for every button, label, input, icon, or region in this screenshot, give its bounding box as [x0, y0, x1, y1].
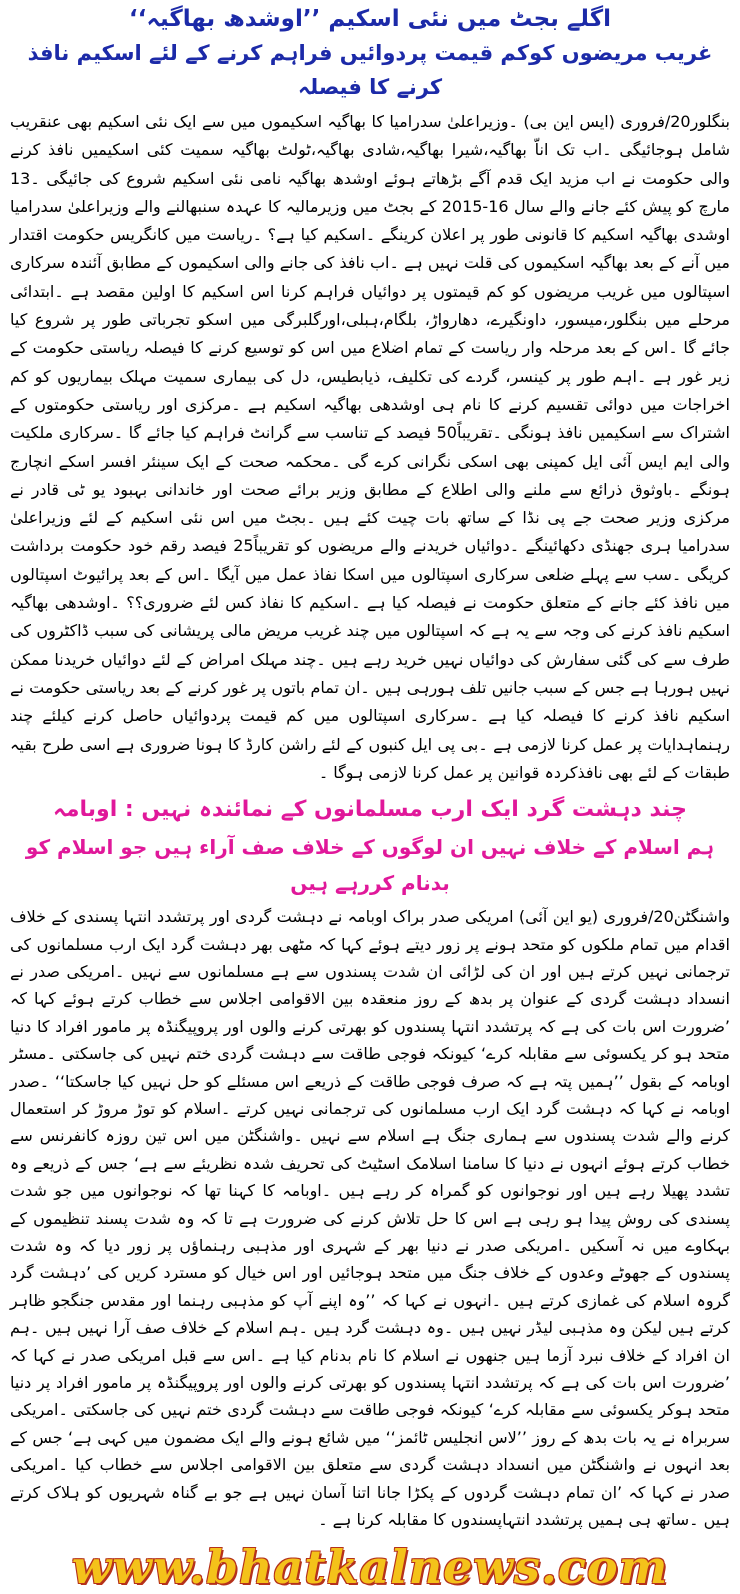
- article2-headline: چند دہشت گرد ایک ارب مسلمانوں کے نمائندہ نہیں : اوبامہ: [52, 797, 687, 823]
- article1-headline: اگلے بجٹ میں نئی اسکیم ’’اوشدھ بھاگیہ‘‘: [129, 6, 611, 32]
- site-watermark: www.bhatkalnews.com: [71, 1540, 669, 1594]
- article1-body: بنگلور20/فروری (ایس این بی) ۔وزیراعلیٰ سدرامیا کا بھاگیہ اسکیموں میں سے ایک نئی اسکیم بھی عنقریب شامل ہوجائیگی ۔اب تک اناّ بھاگیہ،شیرا بھاگیہ،شادی بھاگیہ،ٹولٹ بھاگیہ سمیت کئی اسکیمیں نافذ کرنے والی حکومت نے اب مزید ایک قدم آگے بڑھاتے ہوئے اوشدھ بھاگیہ نامی نئی اسکیم شروع کی جائیگی ۔13 مارچ کو پیش کئے جانے والے سال 16-2015 کے بجٹ میں وزیرمالیہ کا عہدہ سنبھالنے والے وزیراعلیٰ سدرامیا اوشدی بھاگیہ اسکیم کا قانونی طور پر اعلان کرینگے ۔اسکیم کیا ہے؟ ۔ریاست میں کانگریس حکومت اقتدار میں آنے کے بعد بھاگیہ اسکیموں کی قلت نہیں ہے ۔اب نافذ کی جانے والی اسکیموں کے مطابق آئندہ سرکاری اسپتالوں میں غریب مریضوں کو کم قیمتوں پر دوائیاں فراہم کرنا اس اسکیم کا اولین مقصد ہے ۔ابتدائی مرحلے میں بنگلور،میسور، داونگیرے، دھارواڑ، بلگام،ہبلی،اورگلبرگی میں اسکو تجرباتی طور پر شروع کیا جائے گا ۔اس کے بعد مرحلہ وار ریاست کے تمام اضلاع میں اس کو توسیع کرنے کا فیصلہ ریاستی حکومت کے زیر غور ہے ۔اہم طور پر کینسر، گردے کی تکلیف، ذیابطیس، دل کی بیماری سمیت مہلک بیماریوں کو کم اخراجات میں دوائی تقسیم کرنے کا نام ہی اوشدھی بھاگیہ اسکیم ہے ۔مرکزی اور ریاستی حکومتوں کے اشتراک سے اسکیمیں نافذ ہونگی ۔تقریباً50 فیصد کے تناسب سے گرانٹ فراہم کیا جائے گا ۔سرکاری ملکیت والی ایم ایس آئی ایل کمپنی بھی اسکی نگرانی کرے گی ۔محکمہ صحت کے ایک سینئر افسر اسکے انچارج ہونگے ۔باوثوق ذرائع سے ملنے والی اطلاع کے مطابق وزیر برائے صحت اور خاندانی بہبود یو ٹی قادر نے مرکزی وزیر صحت جے پی نڈا کے ساتھ بات چیت کئے ہیں ۔بجٹ میں اس نئی اسکیم کے لئے وزیراعلیٰ سدرامیا ہری جھنڈی دکھائینگے ۔دوائیاں خریدنے والے مریضوں کو تقریباً25 فیصد رقم خود حکومت برداشت کریگی ۔سب سے پہلے ضلعی سرکاری اسپتالوں میں اسکا نفاذ عمل میں آیگا ۔اس کے بعد پرائیوٹ اسپتالوں میں نافذ کئے جانے کے متعلق حکومت نے فیصلہ کیا ہے ۔اسکیم کا نفاذ کس لئے ضروری؟؟ ۔اوشدھی بھاگیہ اسکیم نافذ کرنے کی وجہ سے یہ ہے کہ اسپتالوں میں چند غریب مریض مالی پریشانی کی سبب ڈاکٹروں کی طرف سے کی گئی سفارش کی دوائیاں نہیں خرید رہے ہیں ۔چند مہلک امراض کے لئے دوائیاں خریدنا ممکن نہیں ہورہا ہے جس کے سبب جانیں تلف ہورہی ہیں ۔ان تمام باتوں پر غور کرنے کے بعد ریاستی حکومت نے اسکیم نافذ کرنے کا فیصلہ کیا ہے ۔سرکاری اسپتالوں میں کم قیمت پردوائیاں حاصل کرنے کیلئے چند رہنماہدایات پر عمل کرنا لازمی ہے ۔بی پی ایل کنبوں کے لئے راشن کارڈ کا ہونا ضروری ہے اسی طرح بقیہ طبقات کے لئے بھی نافذکردہ قوانین پر عمل کرنا لازمی ہوگا ۔: [10, 112, 731, 782]
- article1-subheadline: غریب مریضوں کوکم قیمت پردوائیں فراہم کرنے کے لئے اسکیم نافذ کرنے کا فیصلہ: [27, 41, 713, 99]
- article2-subheadline: ہم اسلام کے خلاف نہیں ان لوگوں کے خلاف صف آراء ہیں جو اسلام کو بدنام کررہے ہیں: [25, 835, 715, 896]
- article2-body: واشنگٹن20/فروری (یو این آئی) امریکی صدر براک اوبامہ نے دہشت گردی اور پرتشدد انتہا پسندی کے خلاف اقدام میں تمام ملکوں کو متحد ہونے پر زور دیتے ہوئے کہا کہ مٹھی بھر دہشت گرد ایک ارب مسلمانوں کی ترجمانی نہیں کرتے ہیں اور ان کی لڑائی ان شدت پسندوں سے ہے مسلمانوں سے نہیں ۔امریکی صدر نے انسداد دہشت گردی کے عنوان پر بدھ کے روز منعقدہ بین الاقوامی اجلاس سے خطاب کرتے ہوئے کہا کہ ’ضرورت اس بات کی ہے کہ پرتشدد انتہا پسندوں کو بھرتی کرنے والوں اور پروپیگنڈہ پر مامور افراد کا دنیا متحد ہو کر یکسوئی سے مقابلہ کرے‘ کیونکہ فوجی طاقت سے دہشت گردی ختم نہیں کی جاسکتی ۔مسٹر اوبامہ کے بقول ’’ہمیں پتہ ہے کہ صرف فوجی طاقت کے ذریعے اس مسئلے کو حل نہیں کیا جاسکتا‘‘ ۔صدر اوبامہ نے کہا کہ دہشت گرد ایک ارب مسلمانوں کی ترجمانی نہیں کرتے ۔اسلام کو توڑ مروڑ کر استعمال کرنے والے شدت پسندوں سے ہماری جنگ ہے اسلام سے نہیں ۔واشنگٹن میں اس تین روزہ کانفرنس سے خطاب کرتے ہوئے انہوں نے دنیا کا سامنا اسلامک اسٹیٹ کی تحریف شدہ نظریئے سے ہے‘ جس کے ذریعے وہ تشدد پھیلا رہے ہیں اور نوجوانوں کو گمراہ کر رہے ہیں ۔اوبامہ کا کہنا تھا کہ نوجوانوں میں جو شدت پسندی کی روش پیدا ہو رہی ہے اس کا حل تلاش کرنے کی ضرورت ہے تا کہ وہ شدت پسند تنظیموں کے بہکاوے میں نہ آسکیں ۔امریکی صدر نے دنیا بھر کے شہری اور مذہبی رہنماؤں پر زور دیا کہ وہ شدت پسندوں کے جھوٹے وعدوں کے خلاف جنگ میں متحد ہوجائیں اور اس خیال کو مسترد کریں کی ’دہشت گرد گروہ اسلام کی غمازی کرتے ہیں ۔انہوں نے کہا کہ ’’وہ اپنے آپ کو مذہبی رہنما اور مقدس جنگجو ظاہر کرتے ہیں لیکن وہ مذہبی لیڈر نہیں ہیں ۔وہ دہشت گرد ہیں ۔ہم اسلام کے خلاف صف آرا نہیں ہیں ۔ہم ان افراد کے خلاف نبرد آزما ہیں جنھوں نے اسلام کا نام بدنام کیا ہے ۔اس سے قبل امریکی صدر نے کہا کہ ’ضرورت اس بات کی ہے کہ پرتشدد انتہا پسندوں کو بھرتی کرنے والوں اور پروپیگنڈہ پر مامور افراد پر دنیا متحد ہوکر یکسوئی سے مقابلہ کرے‘ کیونکہ فوجی طاقت سے دہشت گردی ختم نہیں کی جاسکتی ۔امریکی سربراہ نے یہ بات بدھ کے روز ’’لاس انجلیس ٹائمز‘‘ میں شائع ہونے والے ایک مضمون میں کہی ہے‘ جس کے بعد انہوں نے واشنگٹن میں انسداد دہشت گردی سے متعلق بین الاقوامی اجلاس سے خطاب کیا ۔امریکی صدر نے کہا کہ ’ان تمام دہشت گردوں کے پکڑا جانا اتنا آسان نہیں ہے جو بے گناہ شہریوں کو ہلاک کرتے ہیں ۔ساتھ ہی ہمیں پرتشدد انتہاپسندوں کا مقابلہ کرنا ہے ۔: [10, 907, 730, 1530]
- news-page: [0, 2, 740, 1594]
